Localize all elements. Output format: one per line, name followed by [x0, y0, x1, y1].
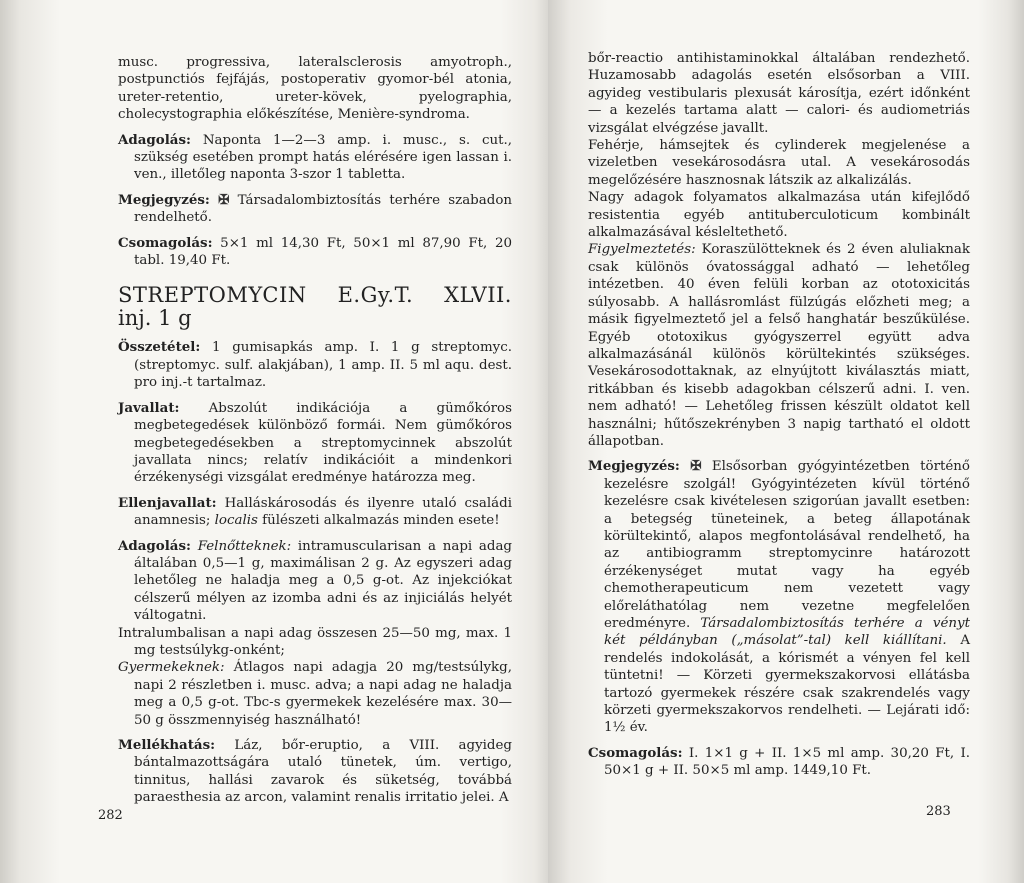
cross-symbol-icon: ✠: [218, 191, 230, 208]
drug-name: STREPTOMYCIN: [118, 283, 307, 308]
side-effects-section: [118, 737, 512, 807]
indication-text: Abszolút indikációja a gümőkóros megbetegedések különböző formái. Nem gümőkóros megbetegedésekben a streptomycinnek abszolút javallata nincs; relatív indikációit a mindenkori érzékenységi vizsgálat eredménye határozza meg.: [134, 400, 512, 486]
composition-label: Összetétel:: [118, 339, 201, 356]
dosage-section-2: [118, 538, 512, 729]
packaging-section-1: [118, 235, 512, 270]
note-section-2: [588, 458, 970, 737]
page-left-column: [118, 54, 512, 815]
note-text-2: Elsősorban gyógyintézetben történő kezelésre szolgál! Gyógyintézeten kívül történő kezelésre csak kivételesen szigorúan javallt esetben: a betegség tüneteinek, a beteg állapotának körültekintő, alapos megfontolásával rendelhető, ha az antibiogramm streptomycinre határozott érzékenységet mutat vagy ha egyéb chemotherapeuticum nem vezetett vagy előreláthatólag nem vezetne megfelelően eredményre.: [604, 459, 970, 631]
dosage-text-1: Naponta 1—2—3 amp. i. musc., s. cut., szükség esetében prompt hatás elérésére igen lassan i. ven., illetőleg naponta 3-szor 1 tabletta.: [134, 132, 512, 183]
packaging-label-2: Csomagolás:: [588, 744, 683, 761]
note-label-1: Megjegyzés:: [118, 191, 210, 208]
dosage-section-1: [118, 132, 512, 184]
dosage-children-label: Gyermekeknek:: [118, 660, 225, 676]
indication-section: [118, 400, 512, 487]
side-effects-continued-2: Fehérje, hámsejtek és cylinderek megjelenése a vizeletben vesekárosodásra utal. A vesekárosodás megelőzésére hasznosnak látszik az alkalizálás.: [588, 138, 970, 188]
composition-text: 1 gumisapkás amp. I. 1 g streptomyc. (streptomyc. sulf. alakjában), 1 amp. II. 5 ml aqu. dest. pro inj.-t tartalmaz.: [134, 340, 513, 391]
packaging-section-2: [588, 745, 970, 780]
contraindication-text-a: Halláskárosodás és ilyenre utaló családi anamnesis;: [134, 495, 513, 529]
packaging-text-2: I. 1×1 g + II. 1×5 ml amp. 30,20 Ft, I. 50×1 g + II. 50×5 ml amp. 1449,10 Ft.: [604, 745, 970, 779]
packaging-text-1: 5×1 ml 14,30 Ft, 50×1 ml 87,90 Ft, 20 tabl. 19,40 Ft.: [134, 235, 512, 269]
dosage-intralumbal-text: Intralumbalisan a napi adag összesen 25—50 mg, max. 1 mg testsúlykg-onként;: [118, 625, 512, 658]
contraindication-label: Ellenjavallat:: [118, 494, 217, 511]
note-text-1: Társadalombiztosítás terhére szabadon rendelhető.: [134, 192, 512, 226]
composition-section: [118, 339, 512, 391]
dosage-adults-text: intramuscularisan a napi adag általában 0,5—1 g, maximálisan 2 g. Az egyszeri adag lehetőleg ne haladja meg a 0,5 g-ot. Az injekciókat célszerű mélyen az izomba adni és az injiciálás helyét váltogatni.: [134, 538, 513, 624]
dosage-children-text: Átlagos napi adagja 20 mg/testsúlykg, napi 2 részletben i. musc. adva; a napi adag ne haladja meg a 0,5 g-ot. Tbc-s gyermekek kezelésére max. 30—50 g összmennyiség használható!: [134, 660, 512, 728]
page-right: [548, 0, 1024, 883]
warning-section: [588, 241, 970, 450]
drug-heading: [118, 283, 512, 307]
warning-text: Koraszülötteknek és 2 éven aluliaknak csak különös óvatossággal adható — lehetőleg intézetben. 40 éven felüli korban az ototoxicitás súlyosabb. A hallásromlást fülzúgás előzheti meg; a másik figyelmeztető jel a felső hanghatár beszűkülése. Egyéb ototoxikus gyógyszerrel együtt adva alkalmazásánál különös körültekintés szükséges. Vesekárosodottaknak, az elnyújtott kiválasztás miatt, ritkábban és kisebb adagokban célszerű adni. I. ven. nem adható! — Lehetőleg frissen készült oldatot kell használni; hűtőszekrényben 3 napig tartható el oldott állapotban.: [588, 242, 971, 449]
indication-label: Javallat:: [118, 399, 180, 416]
page-number-right: 283: [926, 804, 951, 819]
dosage-label-1: Adagolás:: [118, 131, 191, 148]
dosage-adults-label: Felnőtteknek:: [197, 538, 292, 554]
packaging-label-1: Csomagolás:: [118, 234, 213, 251]
drug-maker: E.Gy.T.: [337, 283, 414, 308]
dosage-label-2: Adagolás:: [118, 537, 191, 554]
side-effects-text: Láz, bőr-eruptio, a VIII. agyideg bántalmazottságára utaló tünetek, úm. vertigo, tinnitus, hallási zavarok és süketség, továbbá paraesthesia az arcon, valamint renalis irritatio jelei. A: [134, 738, 513, 806]
contraindication-text-b: fülészeti alkalmazás minden esete!: [262, 513, 500, 529]
side-effects-continued-3: Nagy adagok folyamatos alkalmazása után kifejlődő resistentia egyéb antituberculoticum kombinált alkalmazásával késleltethető.: [588, 190, 970, 241]
side-effects-continued-1: bőr-reactio antihistaminokkal általában rendezhető. Huzamosabb adagolás esetén elsősorban a VIII. agyideg vestibularis plexusát károsítja, ezért időnként — a kezelés tartama alatt — calori- és audiometriás vizsgálat elvégzése javallt.: [588, 51, 970, 136]
contraindication-section: [118, 495, 512, 530]
page-right-column: [588, 50, 970, 788]
note-italic-2: Társadalombiztosítás terhére a vényt két példányban („másolat”-tal) kell kiállítani.: [604, 616, 970, 649]
note-tail-2: A rendelés indokolását, a kórismét a vényen fel kell tüntetni! — Körzeti gyermekszakorvosi ellátásba tartozó gyermekek részére csak szakrendelés vagy körzeti gyermekszakorvos rendelheti. — Lejárati idő: 1½ év.: [604, 633, 970, 736]
warning-label: Figyelmeztetés:: [588, 242, 696, 258]
page-number-left: 282: [98, 808, 123, 823]
contraindication-italic: localis: [214, 513, 258, 529]
note-label-2: Megjegyzés:: [588, 458, 680, 475]
paragraph-indications-continued: musc. progressiva, lateralsclerosis amyotroph., postpunctiós fejfájás, postoperativ gyomor-bél atonia, ureter-retentio, ureter-kövek, pyelographia, cholecystographia előkészítése, Menière-syndroma.: [118, 55, 512, 123]
cross-symbol-icon-2: ✠: [690, 458, 702, 475]
side-effects-label: Mellékhatás:: [118, 737, 216, 753]
note-section-1: [118, 192, 512, 227]
drug-form: inj. 1 g: [118, 306, 192, 331]
drug-code: XLVII.: [444, 283, 512, 308]
